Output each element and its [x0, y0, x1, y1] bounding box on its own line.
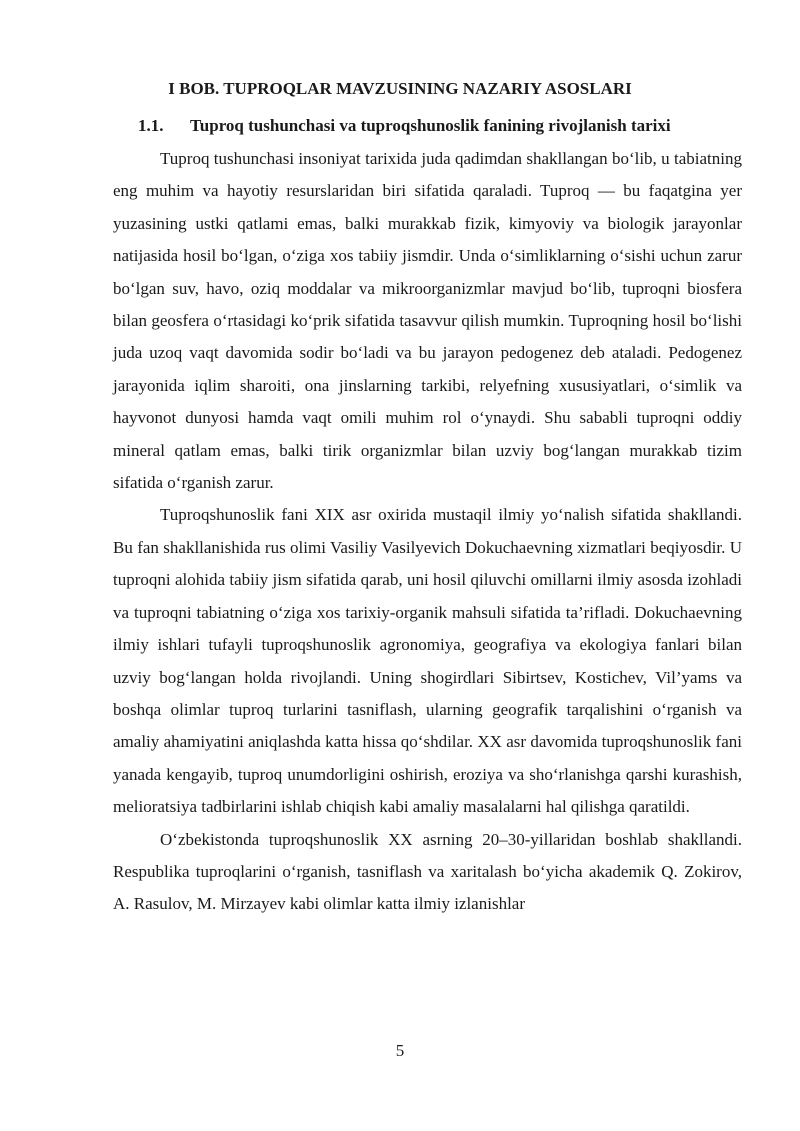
paragraph: Tuproq tushunchasi insoniyat tarixida juda qadimdan shakllangan bo‘lib, u tabiatning eng muhim va hayotiy resurslaridan biri sifatida qaraladi. Tuproq — bu faqatgina yer yuzasining ustki qatlami emas, balki murakkab fizik, kimyoviy va biologik jarayonlar natijasida hosil bo‘lgan, o‘ziga xos tabiiy jismdir. Unda o‘simliklarning o‘sishi uchun zarur bo‘lgan suv, havo, oziq moddalar va mikroorganizmlar mavjud bo‘lib, tuproqni biosfera bilan geosfera o‘rtasidagi ko‘prik sifatida tasavvur qilish mumkin. Tuproqning hosil bo‘lishi juda uzoq vaqt davomida sodir bo‘ladi va bu jarayon pedogenez deb ataladi. Pedogenez jarayonida iqlim sharoiti, ona jinslarning tarkibi, relyefning xususiyatlari, o‘simlik va hayvonot dunyosi hamda vaqt omili muhim rol o‘ynaydi. Shu sababli tuproqni oddiy mineral qatlam emas, balki tirik organizmlar bilan uzviy bog‘langan murakkab tizim sifatida o‘rganish zarur. — [113, 149, 742, 493]
body-text — [113, 143, 742, 921]
paragraph: Tuproqshunoslik fani XIX asr oxirida mustaqil ilmiy yo‘nalish sifatida shakllandi. Bu fan shakllanishida rus olimi Vasiliy Vasilyevich Dokuchaevning xizmatlari beqiyosdir. U tuproqni alohida tabiiy jism sifatida qarab, uni hosil qiluvchi omillarni ilmiy asosda izohladi va tuproqni tabiatning o‘ziga xos tarixiy-organik mahsuli sifatida ta’rifladi. Dokuchaevning ilmiy ishlari tufayli tuproqshunoslik agronomiya, geografiya va ekologiya fanlari bilan uzviy bog‘langan holda rivojlandi. Uning shogirdlari Sibirtsev, Kostichev, Vil’yams va boshqa olimlar tuproq turlarini tasniflash, ularning geografik tarqalishini o‘rganish va amaliy ahamiyatini aniqlashda katta hissa qo‘shdilar. XX asr davomida tuproqshunoslik fani yanada kengayib, tuproq unumdorligini oshirish, eroziya va sho‘rlanishga qarshi kurashish, melioratsiya tadbirlarini ishlab chiqish kabi amaliy masalalarni hal qilishga qaratildi. — [113, 505, 742, 817]
section-number: 1.1. — [138, 116, 164, 135]
chapter-title: I BOB. TUPROQLAR MAVZUSINING NAZARIY ASOSLARI — [168, 79, 632, 98]
section-title: Tuproq tushunchasi va tuproqshunoslik fanining rivojlanish tarixi — [190, 116, 671, 135]
section-heading — [138, 113, 758, 139]
page-number: 5 — [395, 1041, 405, 1060]
paragraph: O‘zbekistonda tuproqshunoslik XX asrning 20–30-yillaridan boshlab shakllandi. Respublika tuproqlarini o‘rganish, tasniflash va xaritalash bo‘yicha akademik Q. Zokirov, A. Rasulov, M. Mirzayev kabi olimlar katta ilmiy izlanishlar — [113, 829, 742, 914]
